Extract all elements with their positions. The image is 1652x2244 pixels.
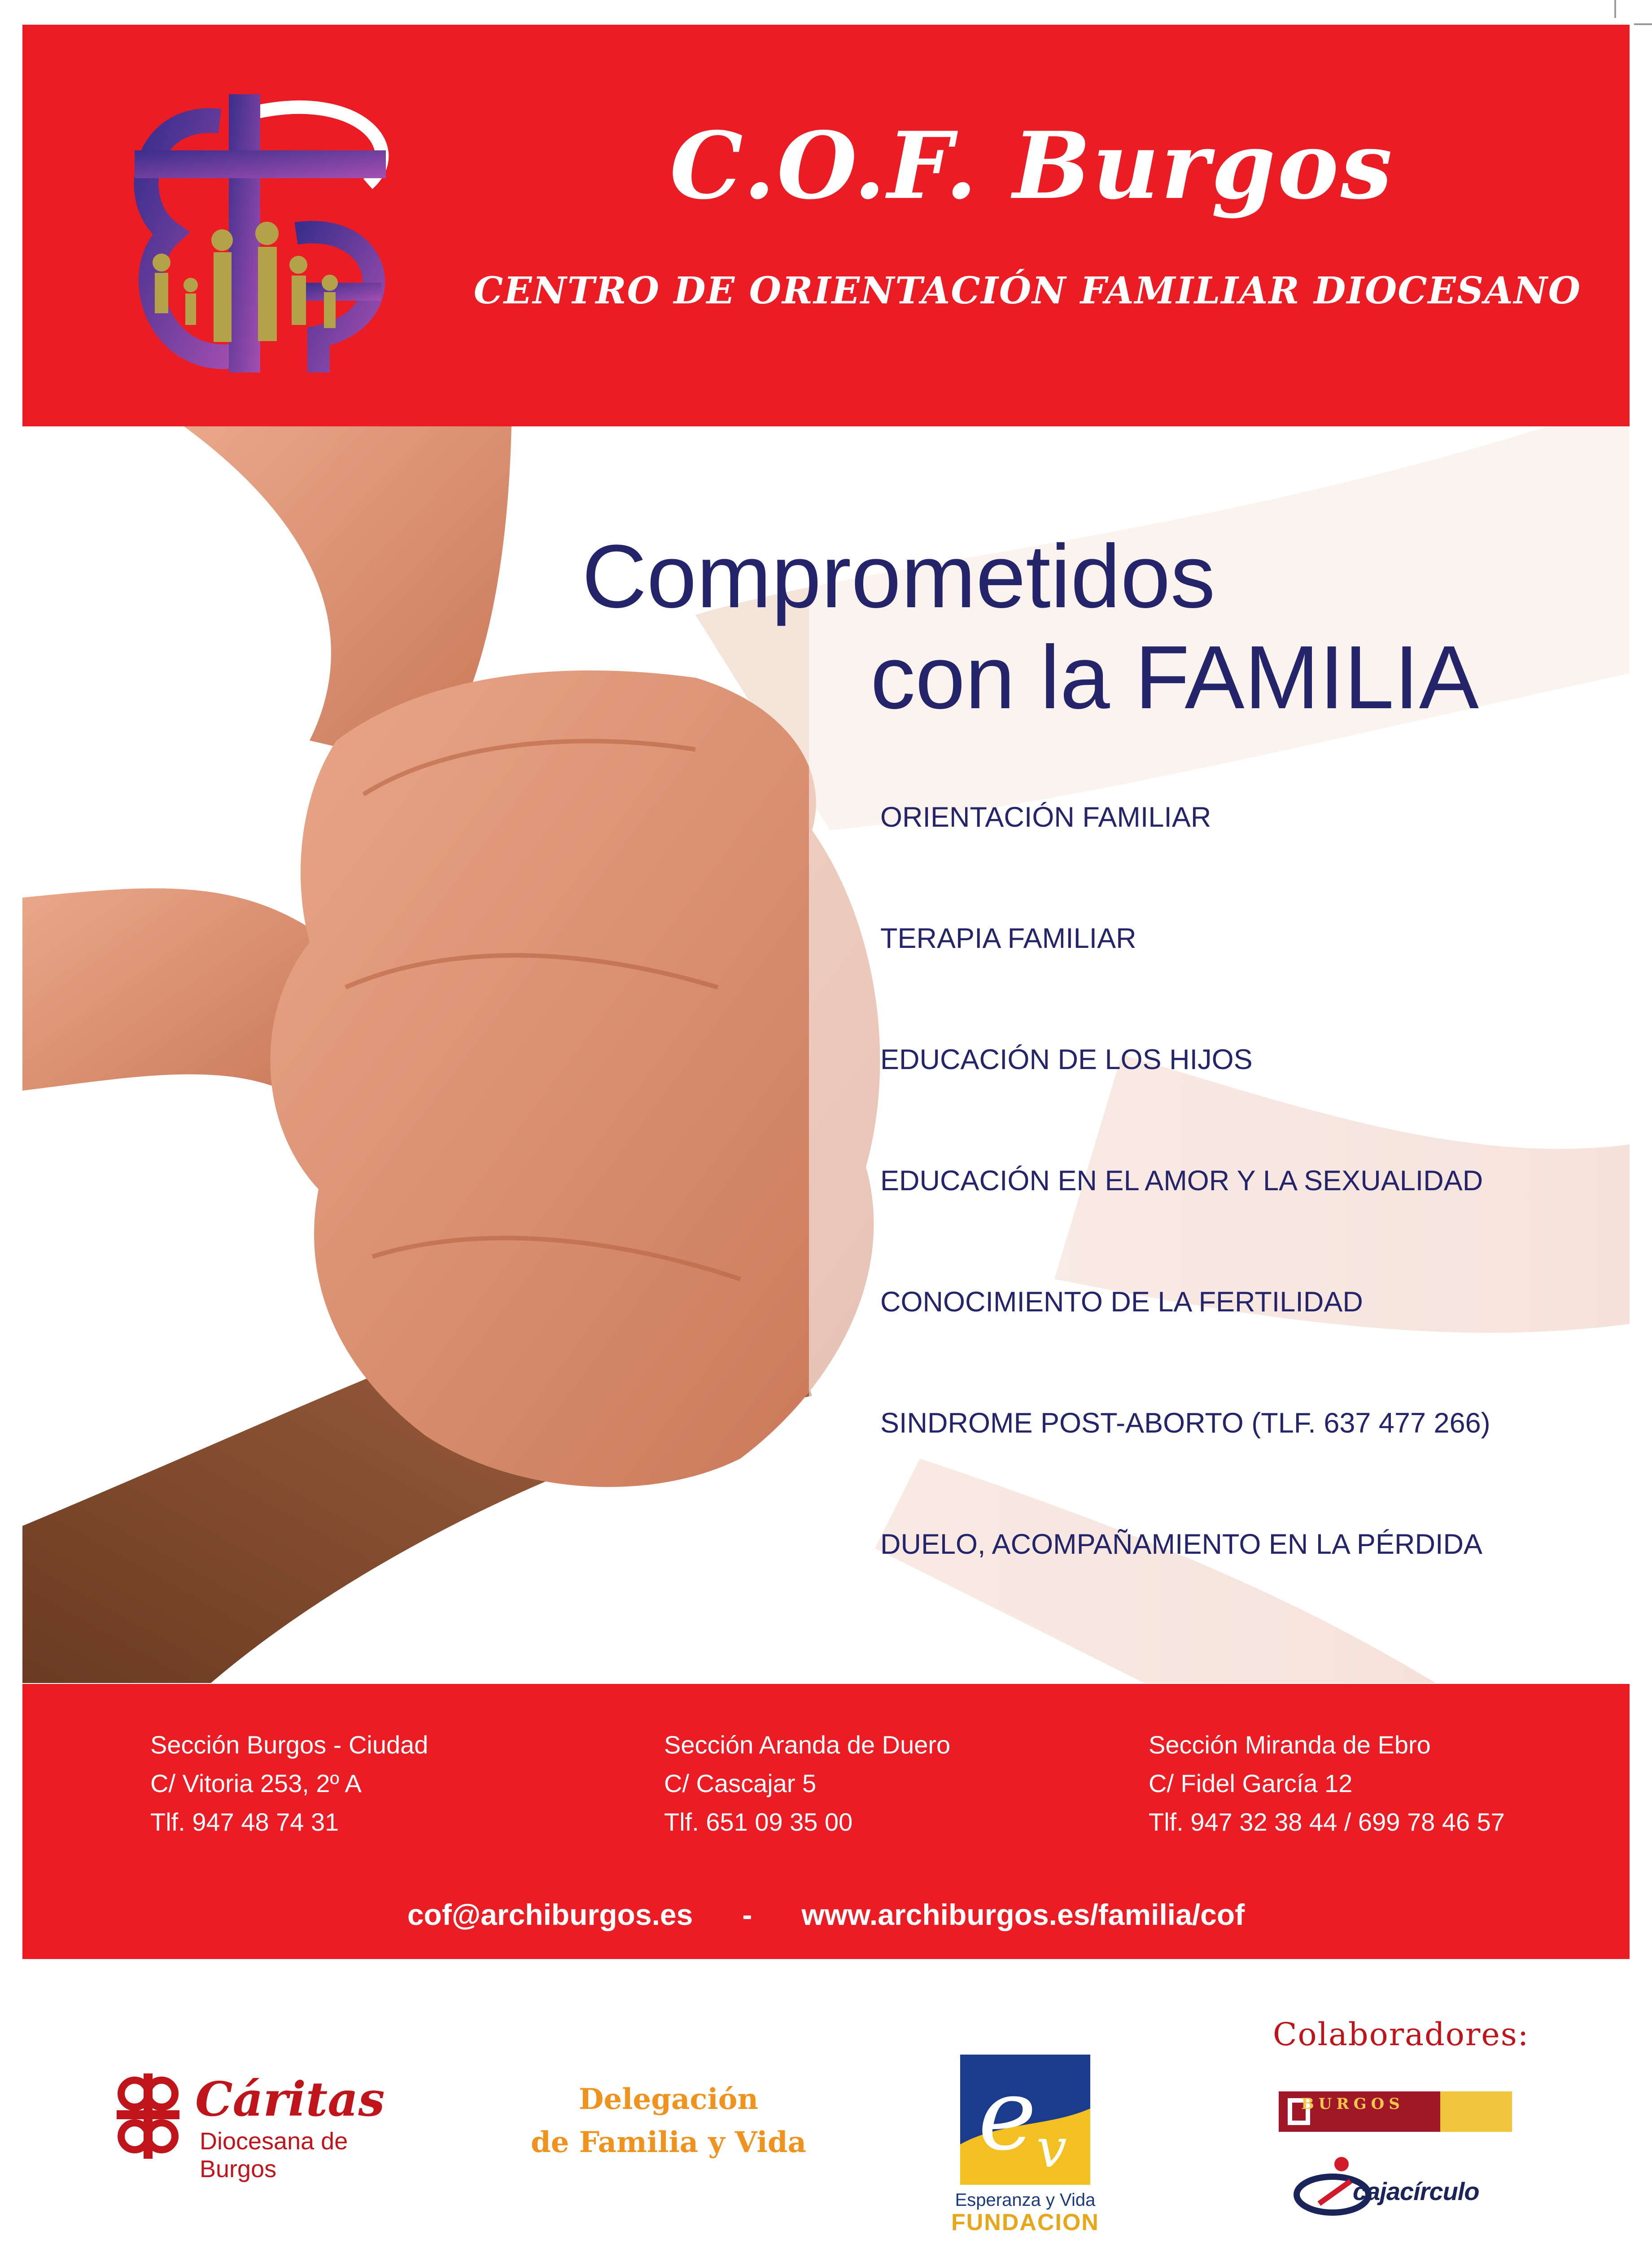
office-phone: Tlf. 651 09 35 00: [664, 1808, 853, 1836]
caritas-sub-line: Diocesana de: [200, 2128, 348, 2155]
contact-line: [0, 1898, 1652, 1932]
website-link[interactable]: www.archiburgos.es/familia/cof: [801, 1898, 1245, 1931]
delegacion-logo: [498, 2078, 839, 2164]
caritas-name: Cáritas: [195, 2071, 385, 2127]
esperanza-vida-text: Esperanza y Vida: [955, 2190, 1096, 2210]
esperanza-vida-logo: [960, 2055, 1090, 2185]
svg-text:e: e: [978, 2057, 1037, 2172]
crop-mark: [1634, 23, 1652, 25]
page-title: C.O.F. Burgos: [669, 112, 1394, 220]
headline-line-2: con la FAMILIA: [870, 627, 1479, 728]
service-item: EDUCACIÓN EN EL AMOR Y LA SEXUALIDAD: [880, 1165, 1483, 1197]
cof-family-cross-logo: [108, 85, 413, 381]
svg-text:v: v: [1036, 2117, 1067, 2180]
cajacirculo-name: cajacírculo: [1353, 2177, 1479, 2205]
office-burgos: [150, 1726, 428, 1841]
fundacion-text: FUNDACION: [951, 2209, 1099, 2235]
caritas-sub-line: Burgos: [200, 2156, 277, 2183]
office-name: Sección Aranda de Duero: [664, 1731, 951, 1759]
crop-mark: [1614, 0, 1616, 18]
service-item: TERAPIA FAMILIAR: [880, 923, 1136, 954]
office-name: Sección Burgos - Ciudad: [150, 1731, 428, 1759]
office-name: Sección Miranda de Ebro: [1149, 1731, 1431, 1759]
page-subtitle: CENTRO DE ORIENTACIÓN FAMILIAR DIOCESANO: [473, 269, 1582, 312]
service-item: DUELO, ACOMPAÑAMIENTO EN LA PÉRDIDA: [880, 1529, 1482, 1560]
headline-line-1: Comprometidos: [582, 526, 1215, 627]
service-item: ORIENTACIÓN FAMILIAR: [880, 802, 1211, 833]
delegacion-line: de Familia y Vida: [530, 2126, 807, 2159]
office-aranda: [664, 1726, 950, 1841]
email-link[interactable]: cof@archiburgos.es: [407, 1898, 693, 1931]
office-miranda: [1149, 1726, 1505, 1841]
office-phone: Tlf. 947 32 38 44 / 699 78 46 57: [1149, 1808, 1505, 1836]
office-address: C/ Cascajar 5: [664, 1769, 817, 1797]
office-phone: Tlf. 947 48 74 31: [150, 1808, 339, 1836]
office-address: C/ Vitoria 253, 2º A: [150, 1769, 362, 1797]
collaborators-label: Colaboradores:: [1273, 2016, 1530, 2053]
service-item: EDUCACIÓN DE LOS HIJOS: [880, 1044, 1253, 1075]
service-item: CONOCIMIENTO DE LA FERTILIDAD: [880, 1286, 1363, 1318]
burgos-name: BURGOS: [1301, 2095, 1404, 2113]
caritas-subtitle: [200, 2127, 348, 2183]
office-address: C/ Fidel García 12: [1149, 1769, 1353, 1797]
delegacion-line: Delegación: [579, 2082, 758, 2116]
service-item: SINDROME POST-ABORTO (TLF. 637 477 266): [880, 1407, 1490, 1439]
services-list: [880, 801, 1490, 1649]
contact-separator: -: [742, 1898, 752, 1931]
